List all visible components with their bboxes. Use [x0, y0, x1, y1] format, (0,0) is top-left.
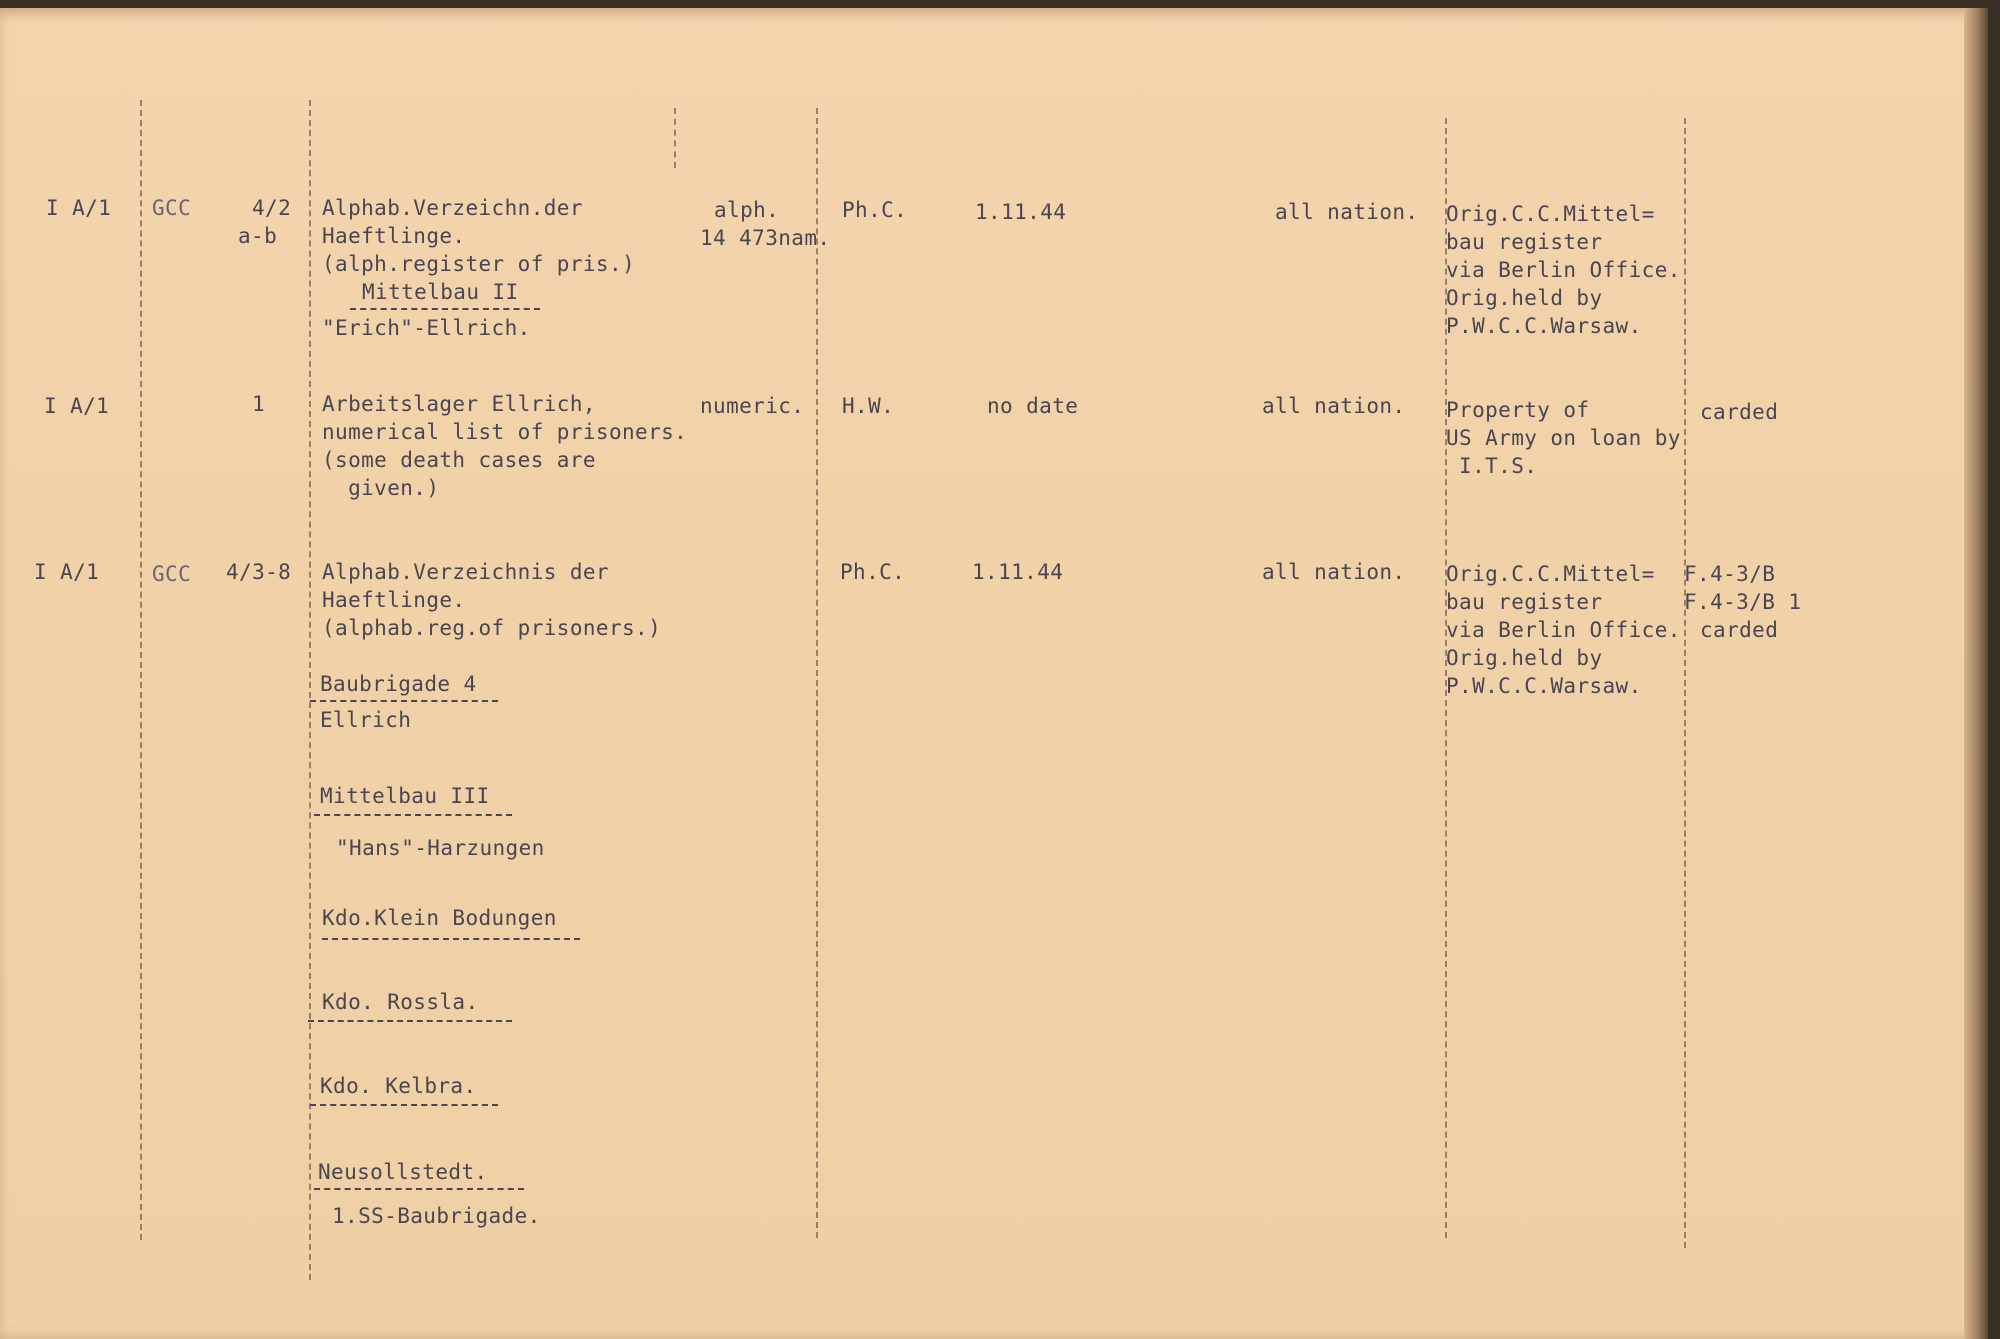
subcamp-name: Kdo.Klein Bodungen: [322, 906, 557, 930]
entry-form: Ph.C.: [842, 198, 908, 222]
entry-code: GCC: [152, 562, 192, 586]
entry-nationality: all nation.: [1262, 560, 1406, 584]
underline: [314, 1188, 524, 1190]
entry-source-line: Orig.C.C.Mittel=: [1446, 562, 1655, 586]
entry-source-line: P.W.C.C.Warsaw.: [1446, 314, 1642, 338]
ledger-page: [0, 8, 1988, 1339]
entry-description-line: "Erich"-Ellrich.: [322, 316, 531, 340]
entry-description-line: Haeftlinge.: [322, 224, 466, 248]
column-rule: [816, 108, 818, 1238]
subcamp-name: Baubrigade 4: [320, 672, 477, 696]
underline: [308, 1020, 512, 1022]
subcamp-name: Neusollstedt.: [318, 1160, 488, 1184]
entry-description-line: (some death cases are: [322, 448, 596, 472]
entry-description-line: (alph.register of pris.): [322, 252, 636, 276]
entry-number: 1: [252, 392, 266, 416]
underline: [314, 814, 512, 816]
entry-ref: I A/1: [44, 394, 110, 418]
entry-form: H.W.: [842, 394, 895, 418]
entry-source-line: P.W.C.C.Warsaw.: [1446, 674, 1642, 698]
underline: [322, 938, 580, 940]
entry-source-line: Orig.C.C.Mittel=: [1446, 202, 1655, 226]
entry-description-line: Haeftlinge.: [322, 588, 466, 612]
entry-description-line: given.): [322, 476, 440, 500]
entry-ref: I A/1: [46, 196, 112, 220]
entry-remark: carded: [1700, 400, 1779, 424]
entry-remark: carded: [1700, 618, 1779, 642]
subcamp-name: Mittelbau III: [320, 784, 490, 808]
subcamp-note: Ellrich: [320, 708, 412, 732]
subcamp-name: Kdo. Kelbra.: [320, 1074, 477, 1098]
column-rule: [674, 108, 676, 168]
subcamp-note: 1.SS-Baubrigade.: [332, 1204, 541, 1228]
entry-description-line: Alphab.Verzeichnis der: [322, 560, 609, 584]
entry-number: 4/3-8: [226, 560, 292, 584]
entry-source-line: bau register: [1446, 230, 1603, 254]
entry-source-line: I.T.S.: [1446, 454, 1538, 478]
column-rule: [140, 100, 142, 1240]
entry-nationality: all nation.: [1262, 394, 1406, 418]
entry-code: GCC: [152, 196, 192, 220]
book-binding-edge: [1964, 8, 1988, 1339]
entry-form: Ph.C.: [840, 560, 906, 584]
entry-ref: I A/1: [34, 560, 100, 584]
subcamp-note: "Hans"-Harzungen: [336, 836, 545, 860]
entry-source-line: via Berlin Office.: [1446, 258, 1681, 282]
underline: [350, 308, 540, 310]
entry-description-line: Alphab.Verzeichn.der: [322, 196, 583, 220]
entry-date: 1.11.44: [972, 560, 1064, 584]
entry-source-line: Orig.held by: [1446, 646, 1603, 670]
underline: [310, 700, 498, 702]
entry-date: no date: [987, 394, 1079, 418]
entry-kind: numeric.: [700, 394, 805, 418]
entry-kind: alph.: [714, 198, 780, 222]
entry-source-line: Property of: [1446, 398, 1590, 422]
underline: [310, 1104, 498, 1106]
entry-number: 4/2: [252, 196, 292, 220]
subcamp-name: Kdo. Rossla.: [322, 990, 479, 1014]
column-rule: [309, 100, 311, 1280]
entry-description-line: (alphab.reg.of prisoners.): [322, 616, 662, 640]
entry-remark: F.4-3/B 1: [1684, 590, 1802, 614]
entry-source-line: US Army on loan by: [1446, 426, 1681, 450]
entry-remark: F.4-3/B: [1684, 562, 1776, 586]
entry-kind-sub: 14 473nam.: [700, 226, 831, 250]
entry-description-line: numerical list of prisoners.: [322, 420, 688, 444]
entry-date: 1.11.44: [975, 200, 1067, 224]
entry-source-line: bau register: [1446, 590, 1603, 614]
column-rule: [1684, 118, 1686, 1248]
entry-number-sub: a-b: [238, 224, 278, 248]
entry-nationality: all nation.: [1275, 200, 1419, 224]
entry-source-line: via Berlin Office.: [1446, 618, 1681, 642]
entry-source-line: Orig.held by: [1446, 286, 1603, 310]
entry-description-line: Arbeitslager Ellrich,: [322, 392, 596, 416]
entry-description-underlined: Mittelbau II: [362, 280, 519, 304]
